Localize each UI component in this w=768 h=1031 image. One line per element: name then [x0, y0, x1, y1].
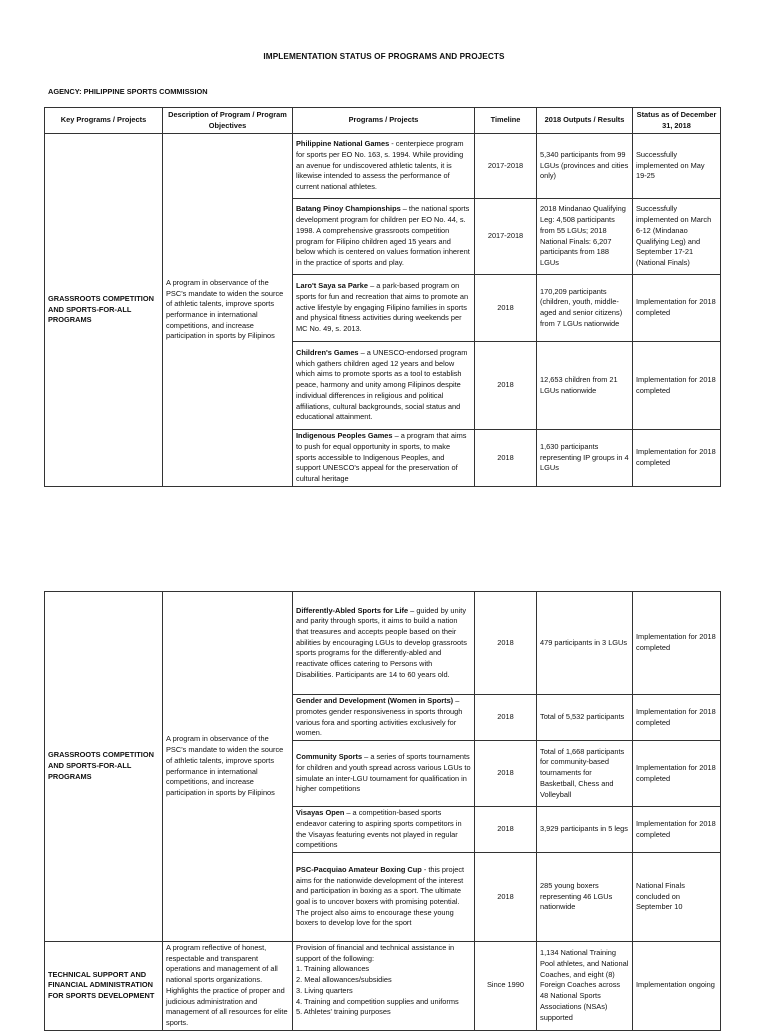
- output-cell: 1,134 National Training Pool athletes, and National Coaches, and eight (8) Foreign Coaches across 48 National Sports Associations (NSAs) supported: [537, 942, 633, 1031]
- project-desc: – a competition-based sports endeavor catering to aspiring sports competitors in the Visayas featuring events not played in regular competitions: [296, 808, 462, 850]
- project-cell: [293, 342, 475, 430]
- status-cell: National Finals concluded on September 10: [633, 853, 721, 942]
- output-cell: 285 young boxers representing 46 LGUs nationwide: [537, 853, 633, 942]
- timeline-cell: 2017-2018: [475, 199, 537, 275]
- project-cell: [293, 275, 475, 342]
- project-desc: - centerpiece program for sports per EO No. 163, s. 1994. While providing an avenue for undiscovered athletic talents, it is likewise intended to assess the performance of current national athletes.: [296, 139, 464, 192]
- key-program-cell: GRASSROOTS COMPETITION AND SPORTS-FOR-ALL PROGRAMS: [45, 592, 163, 942]
- project-cell: [293, 199, 475, 275]
- col-header: 2018 Outputs / Results: [537, 108, 633, 134]
- project-name: Indigenous Peoples Games: [296, 431, 393, 441]
- project-desc: – a UNESCO-endorsed program which gathers children aged 12 years and below which aims to promote sports as a tool to establish peace, harmony and unity among Filipinos despite individual differences in religious and political affiliations, cultural backgrounds, social status and educational attainment.: [296, 348, 468, 422]
- project-name: Community Sports: [296, 752, 363, 762]
- project-desc: – promotes gender responsiveness in sports through various fora and sporting activities exclusively for women.: [296, 696, 463, 738]
- project-desc: – a park-based program on sports for fun and recreation that aims to promote an active lifestyle by engaging Filipino families in sports and physical fitness activities during weekends per MC No. 49, s. 2013.: [296, 281, 469, 334]
- project-cell: [293, 741, 475, 807]
- status-cell: Implementation for 2018 completed: [633, 430, 721, 487]
- project-cell: [293, 592, 475, 695]
- project-desc: – a series of sports tournaments for children and youth spread across various LGUs to simulate an inter-LGU tournament for qualification in higher competitions: [296, 752, 471, 794]
- status-cell: Successfully implemented on May 19-25: [633, 134, 721, 199]
- project-cell: [293, 853, 475, 942]
- output-cell: 479 participants in 3 LGUs: [537, 592, 633, 695]
- program-line: 4. Training and competition supplies and uniforms: [296, 996, 459, 1006]
- table-row: [45, 134, 721, 199]
- status-cell: Implementation for 2018 completed: [633, 807, 721, 853]
- output-cell: 170,209 participants (children, youth, middle-aged and senior citizens) from 7 LGUs nationwide: [537, 275, 633, 342]
- project-desc: – guided by unity and parity through sports, it aims to build a nation that treasures and accepts people based on their abilities by encouraging LGUs to develop grassroots sports programs for the differently-abled and reactivate offices catering to Persons with Disabilities. Participants are 14 to 60 years old.: [296, 605, 467, 679]
- program-line: 3. Living quarters: [296, 985, 353, 995]
- key-program-cell: GRASSROOTS COMPETITION AND SPORTS-FOR-ALL PROGRAMS: [45, 134, 163, 487]
- project-cell: [293, 430, 475, 487]
- table-row: [45, 942, 721, 1031]
- output-cell: Total of 5,532 participants: [537, 695, 633, 741]
- status-cell: Implementation for 2018 completed: [633, 342, 721, 430]
- col-header: Timeline: [475, 108, 537, 134]
- col-header: Status as of December 31, 2018: [633, 108, 721, 134]
- status-cell: Implementation for 2018 completed: [633, 275, 721, 342]
- status-table-1: [44, 107, 721, 487]
- project-cell: [293, 695, 475, 741]
- output-cell: 5,340 participants from 99 LGUs (provinces and cities only): [537, 134, 633, 199]
- output-cell: 3,929 participants in 5 legs: [537, 807, 633, 853]
- project-name: Laro't Saya sa Parke: [296, 281, 369, 291]
- program-line: 5. Athletes' training purposes: [296, 1007, 391, 1017]
- program-line: 1. Training allowances: [296, 964, 370, 974]
- timeline-cell: 2018: [475, 741, 537, 807]
- timeline-cell: 2018: [475, 807, 537, 853]
- project-cell: [293, 807, 475, 853]
- program-description-cell: A program in observance of the PSC's mandate to widen the source of athletic talents, improve sports performance in international competitions, and increase participation in sports by Filipinos: [163, 134, 293, 487]
- timeline-cell: 2018: [475, 695, 537, 741]
- output-cell: 1,630 participants representing IP groups in 4 LGUs: [537, 430, 633, 487]
- program-description-cell: A program in observance of the PSC's mandate to widen the source of athletic talents, improve sports performance in international competitions, and increase participation in sports by Filipinos: [163, 592, 293, 942]
- project-name: PSC-Pacquiao Amateur Boxing Cup: [296, 864, 422, 874]
- project-desc: – a program that aims to push for equal opportunity in sports, to make sports accessible to Indigenous Peoples, and support UNESCO's appeal for the preservation of cultural heritage: [296, 431, 467, 484]
- project-name: Differently-Abled Sports for Life: [296, 605, 409, 615]
- project-name: Gender and Development (Women in Sports): [296, 696, 454, 706]
- status-cell: Successfully implemented on March 6-12 (Mindanao Qualifying Leg) and September 17-21 (National Finals): [633, 199, 721, 275]
- project-name: Philippine National Games: [296, 139, 390, 149]
- table-row: [45, 592, 721, 695]
- timeline-cell: 2017-2018: [475, 134, 537, 199]
- program-description-cell: A program reflective of honest, respectable and transparent operations and management of all national sports organizations. Highlights the practice of proper and judicious administration and management of all resources for elite sports.: [163, 942, 293, 1031]
- project-cell: [293, 134, 475, 199]
- timeline-cell: 2018: [475, 592, 537, 695]
- agency-label: AGENCY: PHILIPPINE SPORTS COMMISSION: [48, 87, 208, 96]
- timeline-cell: 2018: [475, 430, 537, 487]
- status-cell: Implementation for 2018 completed: [633, 695, 721, 741]
- status-table-2: [44, 591, 721, 1031]
- key-program-cell: TECHNICAL SUPPORT AND FINANCIAL ADMINISTRATION FOR SPORTS DEVELOPMENT: [45, 942, 163, 1031]
- program-line: Provision of financial and technical assistance in support of the following:: [296, 943, 455, 963]
- col-header: Programs / Projects: [293, 108, 475, 134]
- project-cell: [293, 942, 475, 1031]
- status-cell: Implementation for 2018 completed: [633, 741, 721, 807]
- project-desc: - this project aims for the nationwide development of the interest and participation in boxing as a sport. The ultimate goal is to uncover boxers with promising potential. The project also aims to encourage these young boxers to develop love for the sport: [296, 864, 465, 928]
- status-cell: Implementation ongoing: [633, 942, 721, 1031]
- col-header: Description of Program / Program Objectives: [163, 108, 293, 134]
- timeline-cell: 2018: [475, 275, 537, 342]
- program-line: 2. Meal allowances/subsidies: [296, 975, 392, 985]
- timeline-cell: 2018: [475, 853, 537, 942]
- output-cell: 2018 Mindanao Qualifying Leg: 4,508 participants from 55 LGUs; 2018 National Finals: 6,207 participants from 188 LGUs: [537, 199, 633, 275]
- table-header-row: [45, 108, 721, 134]
- timeline-cell: Since 1990: [475, 942, 537, 1031]
- output-cell: 12,653 children from 21 LGUs nationwide: [537, 342, 633, 430]
- col-header: Key Programs / Projects: [45, 108, 163, 134]
- page-title: IMPLEMENTATION STATUS OF PROGRAMS AND PROJECTS: [263, 52, 505, 61]
- project-name: Visayas Open: [296, 808, 345, 818]
- project-name: Batang Pinoy Championships: [296, 204, 401, 214]
- output-cell: Total of 1,668 participants for community-based tournaments for Basketball, Chess and Volleyball: [537, 741, 633, 807]
- project-desc: – the national sports development program for children per EO No. 44, s. 1998. A comprehensive grassroots competition program for Filipino children aged 15 years and below which is centered on values formation inherent in the practice of sports and play.: [296, 204, 470, 267]
- status-cell: Implementation for 2018 completed: [633, 592, 721, 695]
- project-name: Children's Games: [296, 348, 359, 358]
- timeline-cell: 2018: [475, 342, 537, 430]
